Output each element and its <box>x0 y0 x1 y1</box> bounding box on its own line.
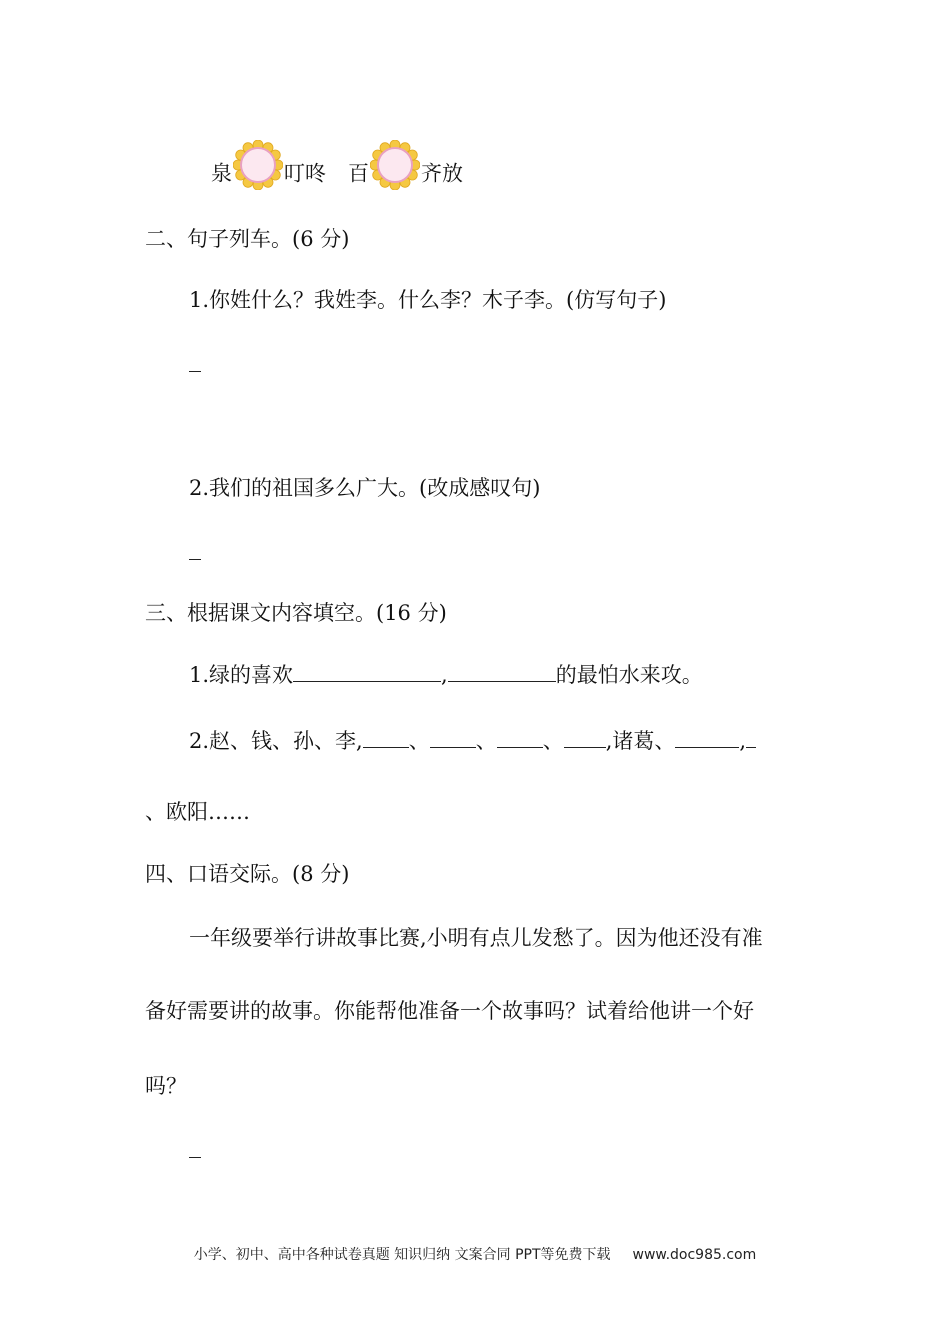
section3-question1 <box>189 660 703 690</box>
section4-paragraph-line: 吗？ <box>145 1074 187 1098</box>
footer-url[interactable]: www.doc985.com <box>632 1247 757 1263</box>
section3-heading: 三、根据课文内容填空。(16 分) <box>145 601 447 625</box>
answer-line[interactable] <box>189 1157 201 1158</box>
flower-frame-icon <box>370 140 420 190</box>
fill-blank[interactable] <box>448 661 556 682</box>
q2-middle: ,诸葛、 <box>605 729 676 753</box>
section4-paragraph-line: 一年级要举行讲故事比赛,小明有点儿发愁了。因为他还没有准 <box>189 926 763 950</box>
q2-prefix: 2.赵、钱、孙、李, <box>189 729 363 753</box>
enum-comma: 、 <box>408 729 430 753</box>
footer-text: 小学、初中、高中各种试卷真题 知识归纳 文案合同 PPT等免费下载 <box>193 1247 611 1263</box>
footer <box>0 1244 950 1264</box>
fill-blank[interactable] <box>675 727 739 748</box>
idiom2-end: 齐放 <box>421 161 463 186</box>
answer-line[interactable] <box>189 371 201 372</box>
fill-blank[interactable] <box>430 727 476 748</box>
section4-heading: 四、口语交际。(8 分) <box>145 862 350 886</box>
answer-line[interactable] <box>189 559 201 560</box>
fill-blank[interactable] <box>497 727 543 748</box>
enum-comma: 、 <box>475 729 497 753</box>
idiom2-start: 百 <box>348 161 369 186</box>
idiom-line <box>211 150 463 200</box>
fill-blank[interactable] <box>746 727 756 748</box>
section2-heading: 二、句子列车。(6 分) <box>145 227 350 251</box>
idiom1-end: 叮咚 <box>284 161 326 186</box>
section3-question2 <box>189 726 756 756</box>
q1-separator: , <box>441 663 448 687</box>
section4-paragraph-line: 备好需要讲的故事。你能帮他准备一个故事吗？试着给他讲一个好 <box>145 999 754 1023</box>
comma: , <box>739 729 747 753</box>
idiom1-start: 泉 <box>211 161 232 186</box>
flower-frame-icon <box>233 140 283 190</box>
section2-question2: 2.我们的祖国多么广大。(改成感叹句) <box>189 476 541 500</box>
q1-prefix: 1.绿的喜欢 <box>189 663 294 687</box>
enum-comma: 、 <box>542 729 564 753</box>
q1-suffix: 的最怕水来攻。 <box>555 663 703 687</box>
fill-blank[interactable] <box>363 727 409 748</box>
fill-blank[interactable] <box>293 661 441 682</box>
section3-question2-continued: 、欧阳…… <box>145 800 250 824</box>
section2-question1: 1.你姓什么？我姓李。什么李？木子李。(仿写句子) <box>189 288 667 312</box>
fill-blank[interactable] <box>564 727 606 748</box>
